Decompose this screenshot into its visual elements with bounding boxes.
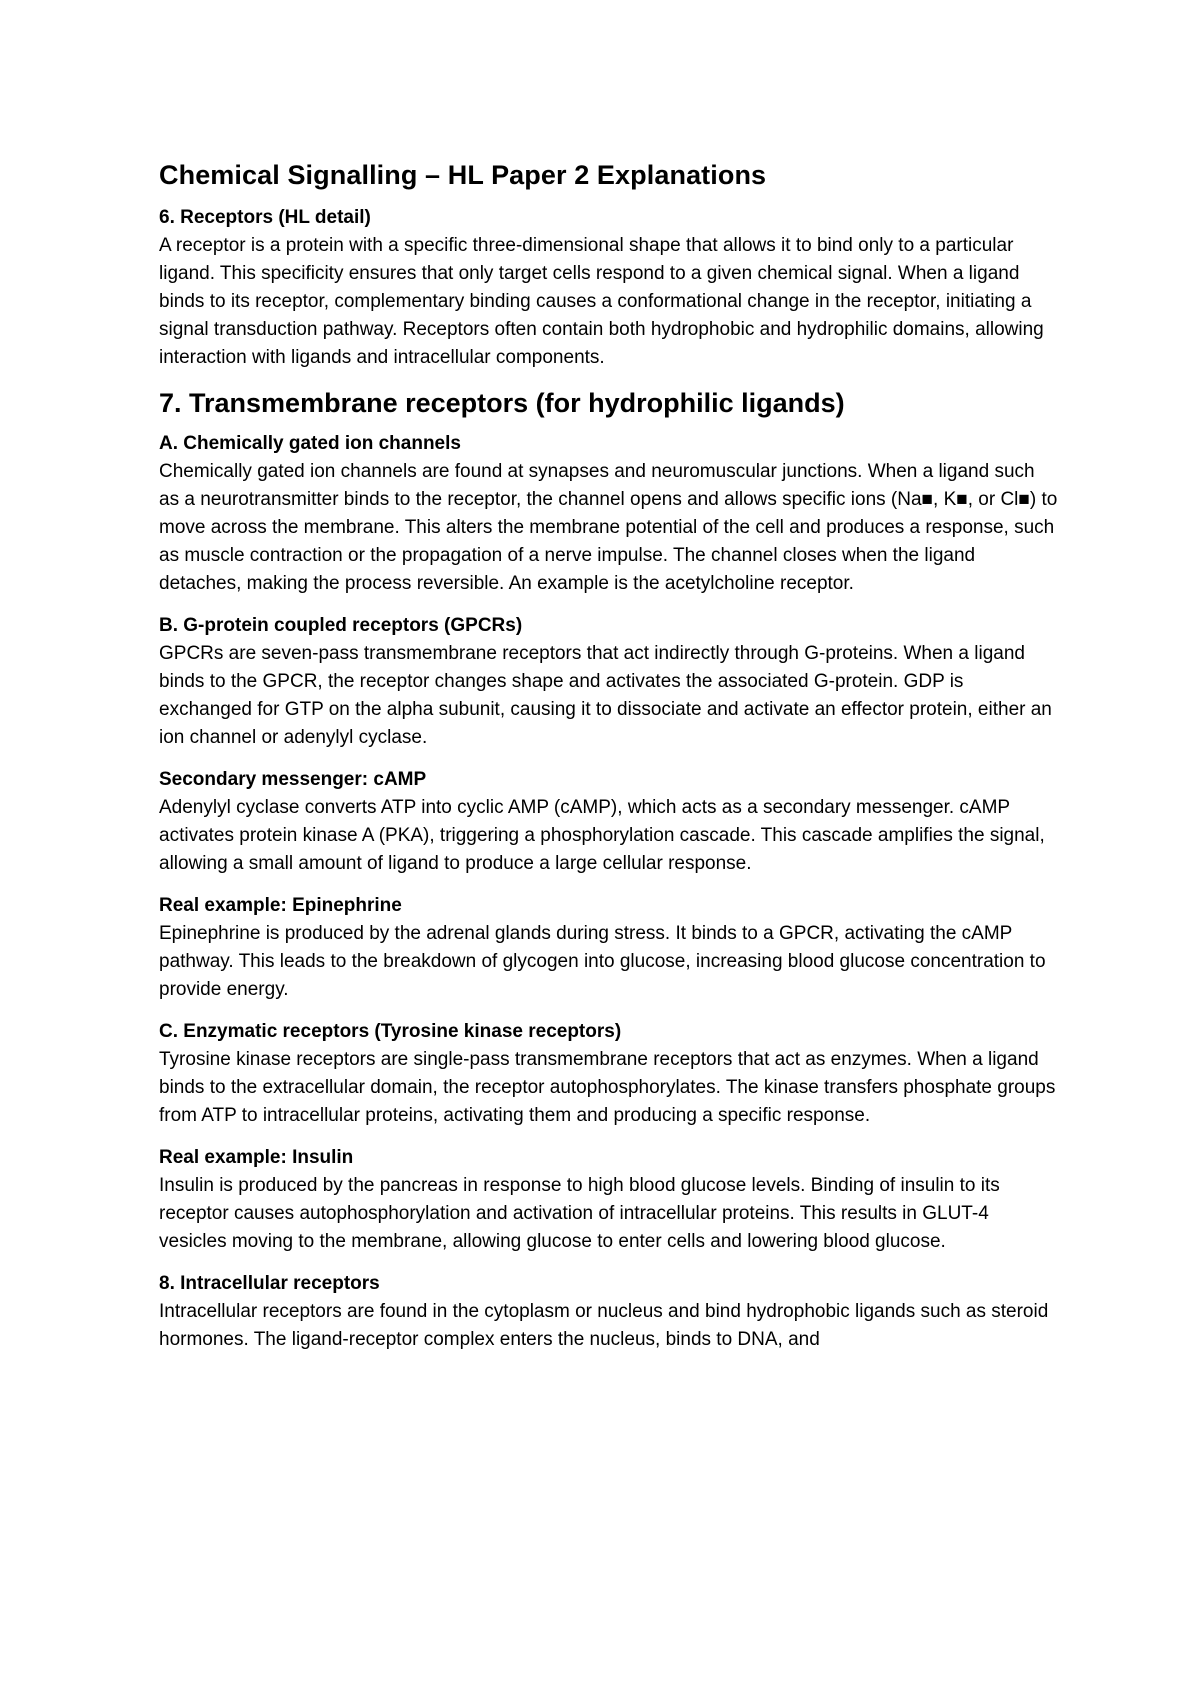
section-receptors: [159, 204, 1059, 372]
section-insulin: [159, 1144, 1059, 1256]
section-intracellular: [159, 1270, 1059, 1354]
receptors-heading: 6. Receptors (HL detail): [159, 207, 371, 228]
intracellular-text: Intracellular receptors are found in the cytoplasm or nucleus and bind hydrophobic ligands such as steroid hormones. The ligand-receptor complex enters the nucleus, binds to DNA, and: [159, 1301, 1049, 1350]
camp-text: Adenylyl cyclase converts ATP into cyclic AMP (cAMP), which acts as a secondary messenger. cAMP activates protein kinase A (PKA), triggering a phosphorylation cascade. This cascade amplifies the signal, allowing a small amount of ligand to produce a large cellular response.: [159, 797, 1045, 874]
insulin-heading: Real example: Insulin: [159, 1147, 354, 1168]
section-camp: [159, 766, 1059, 878]
transmembrane-heading: 7. Transmembrane receptors (for hydrophilic ligands): [159, 388, 845, 418]
enzymatic-heading: C. Enzymatic receptors (Tyrosine kinase receptors): [159, 1021, 622, 1042]
enzymatic-text: Tyrosine kinase receptors are single-pass transmembrane receptors that act as enzymes. When a ligand binds to the extracellular domain, the receptor autophosphorylates. The kinase transfers phosphate groups from ATP to intracellular proteins, activating them and producing a specific response.: [159, 1049, 1056, 1126]
gpcr-text: GPCRs are seven-pass transmembrane receptors that act indirectly through G-proteins. When a ligand binds to the GPCR, the receptor changes shape and activates the associated G-protein. GDP is exchanged for GTP on the alpha subunit, causing it to dissociate and activate an effector protein, either an ion channel or adenylyl cyclase.: [159, 643, 1052, 748]
epinephrine-heading: Real example: Epinephrine: [159, 895, 402, 916]
ion-channels-heading: A. Chemically gated ion channels: [159, 433, 461, 454]
section-enzymatic: [159, 1018, 1059, 1130]
document-page: [159, 158, 1059, 1368]
section-epinephrine: [159, 892, 1059, 1004]
camp-heading: Secondary messenger: cAMP: [159, 769, 427, 790]
section-gpcr: [159, 612, 1059, 752]
gpcr-heading: B. G-protein coupled receptors (GPCRs): [159, 615, 523, 636]
document-title: Chemical Signalling – HL Paper 2 Explanations: [159, 160, 767, 190]
epinephrine-text: Epinephrine is produced by the adrenal glands during stress. It binds to a GPCR, activating the cAMP pathway. This leads to the breakdown of glycogen into glucose, increasing blood glucose concentration to provide energy.: [159, 923, 1046, 1000]
intracellular-heading: 8. Intracellular receptors: [159, 1273, 380, 1294]
insulin-text: Insulin is produced by the pancreas in response to high blood glucose levels. Binding of insulin to its receptor causes autophosphorylation and activation of intracellular proteins. This results in GLUT-4 vesicles moving to the membrane, allowing glucose to enter cells and lowering blood glucose.: [159, 1175, 1000, 1252]
section-ion-channels: [159, 430, 1059, 598]
receptors-text: A receptor is a protein with a specific three-dimensional shape that allows it to bind only to a particular ligand. This specificity ensures that only target cells respond to a given chemical signal. When a ligand binds to its receptor, complementary binding causes a conformational change in the receptor, initiating a signal transduction pathway. Receptors often contain both hydrophobic and hydrophilic domains, allowing interaction with ligands and intracellular components.: [159, 235, 1044, 368]
ion-channels-text: Chemically gated ion channels are found at synapses and neuromuscular junctions. When a ligand such as a neurotransmitter binds to the receptor, the channel opens and allows specific ions (Na■, K■, or Cl■) to move across the membrane. This alters the membrane potential of the cell and produces a response, such as muscle contraction or the propagation of a nerve impulse. The channel closes when the ligand detaches, making the process reversible. An example is the acetylcholine receptor.: [159, 461, 1058, 594]
